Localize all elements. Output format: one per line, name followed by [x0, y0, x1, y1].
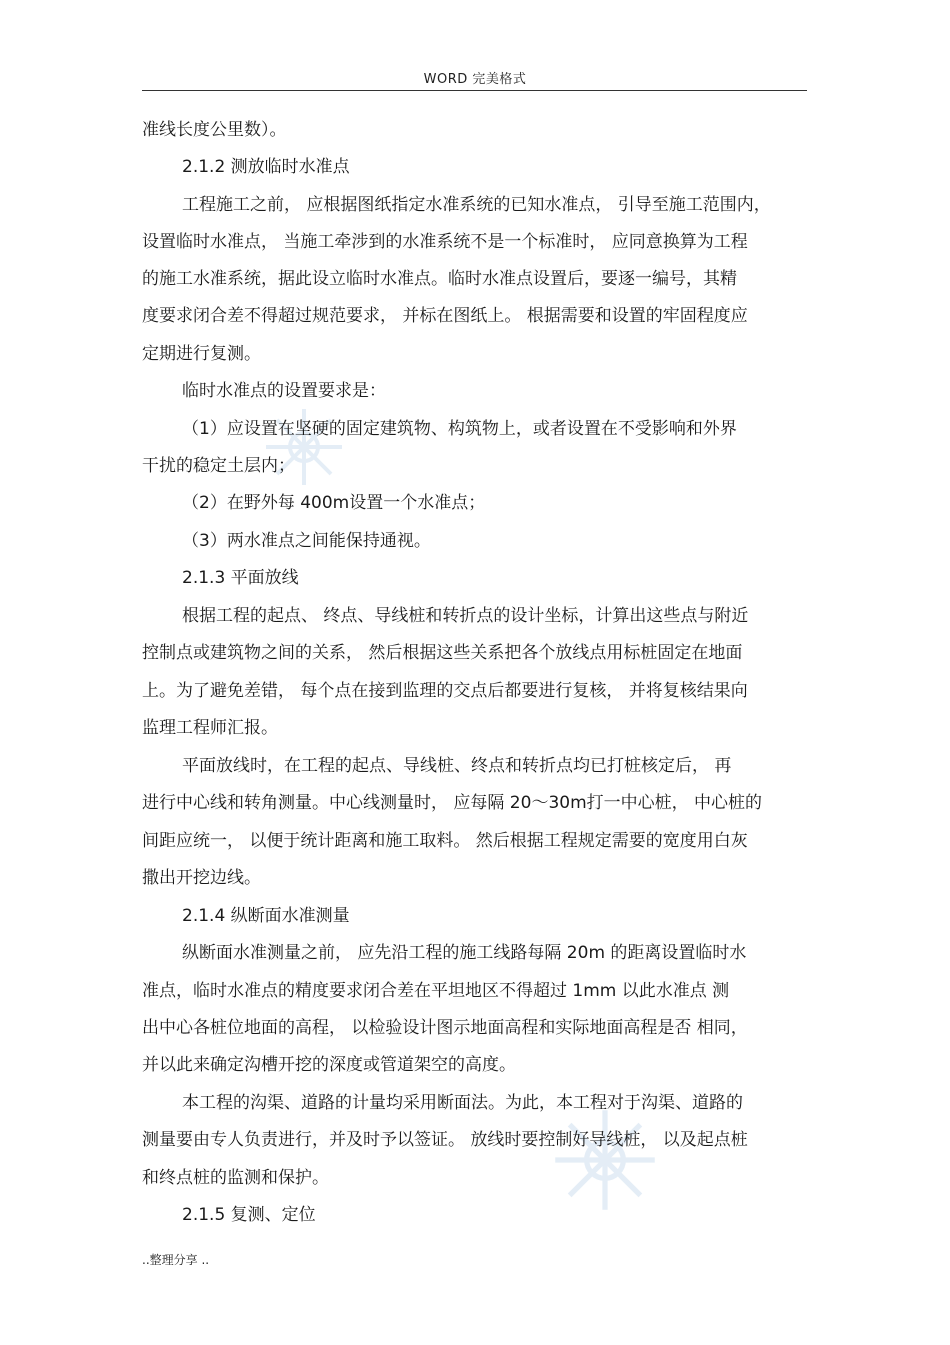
body-line: 控制点或建筑物之间的关系， 然后根据这些关系把各个放线点用标桩固定在地面: [142, 643, 743, 663]
page-header: WORD 完美格式: [423, 72, 527, 87]
body-line: 定期进行复测。: [142, 344, 261, 364]
body-line: 测量要由专人负责进行，并及时予以签证。 放线时要控制好导线桩， 以及起点桩: [142, 1130, 748, 1150]
page-footer: ..整理分享 ..: [142, 1253, 210, 1267]
body-line: 本工程的沟渠、道路的计量均采用断面法。为此，本工程对于沟渠、道路的: [182, 1093, 743, 1113]
body-line: 进行中心线和转角测量。中心线测量时， 应每隔 20～30m打一中心桩， 中心桩的: [142, 793, 763, 813]
section-heading: 2.1.4 纵断面水准测量: [182, 906, 350, 926]
body-line: 的施工水准系统，据此设立临时水准点。临时水准点设置后，要逐一编号，其精: [142, 269, 737, 289]
body-line: 上。为了避免差错， 每个点在接到监理的交点后都要进行复核， 并将复核结果向: [142, 681, 748, 701]
section-heading: 2.1.2 测放临时水准点: [182, 157, 350, 177]
list-item: （3）两水准点之间能保持通视。: [182, 531, 431, 551]
body-line: 和终点桩的监测和保护。: [142, 1168, 329, 1188]
list-item: （1）应设置在坚硬的固定建筑物、构筑物上，或者设置在不受影响和外界: [182, 419, 737, 439]
body-line: 工程施工之前， 应根据图纸指定水准系统的已知水准点， 引导至施工范围内，: [182, 195, 771, 215]
list-item: （2）在野外每 400m设置一个水准点；: [182, 493, 486, 513]
body-line: 撒出开挖边线。: [142, 868, 261, 888]
body-line: 出中心各桩位地面的高程， 以检验设计图示地面高程和实际地面高程是否 相同，: [142, 1018, 748, 1038]
body-line: 准线长度公里数）。: [142, 120, 287, 140]
body-line: 监理工程师汇报。: [142, 718, 278, 738]
body-line: 准点，临时水准点的精度要求闭合差在平坦地区不得超过 1mm 以此水准点 测: [142, 981, 730, 1001]
body-line: 设置临时水准点， 当施工牵涉到的水准系统不是一个标准时， 应同意换算为工程: [142, 232, 748, 252]
body-line: 并以此来确定沟槽开挖的深度或管道架空的高度。: [142, 1055, 516, 1075]
watermark-flake-icon: [550, 1105, 660, 1215]
body-line: 纵断面水准测量之前， 应先沿工程的施工线路每隔 20m 的距离设置临时水: [182, 943, 747, 963]
section-heading: 2.1.5 复测、定位: [182, 1205, 316, 1225]
body-line: 间距应统一， 以便于统计距离和施工取料。 然后根据工程规定需要的宽度用白灰: [142, 831, 748, 851]
body-line: 干扰的稳定土层内；: [142, 456, 295, 476]
body-line: 根据工程的起点、 终点、导线桩和转折点的设计坐标，计算出这些点与附近: [182, 606, 749, 626]
section-heading: 2.1.3 平面放线: [182, 568, 299, 588]
body-line: 度要求闭合差不得超过规范要求， 并标在图纸上。 根据需要和设置的牢固程度应: [142, 306, 748, 326]
body-line: 临时水准点的设置要求是：: [182, 381, 386, 401]
header-rule: [142, 90, 807, 91]
body-line: 平面放线时，在工程的起点、导线桩、终点和转折点均已打桩核定后， 再: [182, 756, 732, 776]
